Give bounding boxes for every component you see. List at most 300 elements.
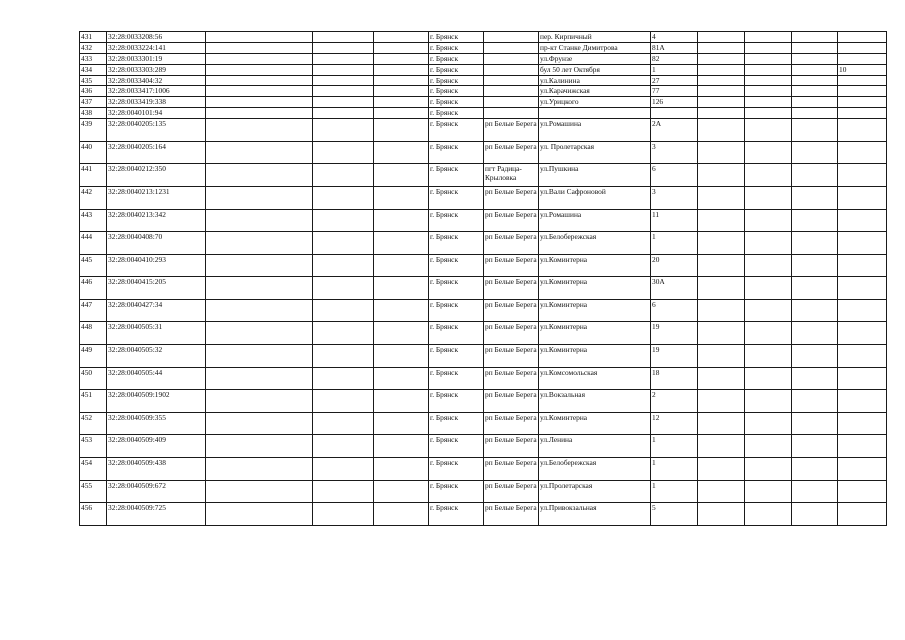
- column-3-cell: [206, 345, 313, 368]
- row-number-cell: 449: [80, 345, 107, 368]
- cadastral-number-cell: 32:28:0040505:31: [107, 322, 206, 345]
- column-5-cell: [374, 97, 429, 108]
- column-11-cell: [745, 32, 792, 43]
- column-5-cell: [374, 42, 429, 53]
- column-12-cell: [792, 42, 838, 53]
- column-13-cell: [838, 232, 887, 255]
- column-11-cell: [745, 64, 792, 75]
- table-row: [80, 32, 887, 43]
- city-cell: г. Брянск: [429, 503, 484, 526]
- settlement-cell: пгт Радица-Крыловка: [484, 164, 539, 187]
- city-cell: г. Брянск: [429, 119, 484, 142]
- settlement-cell: рп Белые Берега: [484, 435, 539, 458]
- column-12-cell: [792, 209, 838, 232]
- column-11-cell: [745, 164, 792, 187]
- column-10-cell: [698, 119, 745, 142]
- street-cell: ул.Комсомольская: [539, 367, 651, 390]
- table-row: [80, 209, 887, 232]
- settlement-cell: [484, 75, 539, 86]
- column-3-cell: [206, 390, 313, 413]
- column-5-cell: [374, 345, 429, 368]
- column-4-cell: [313, 390, 374, 413]
- city-cell: г. Брянск: [429, 64, 484, 75]
- column-3-cell: [206, 232, 313, 255]
- column-12-cell: [792, 164, 838, 187]
- column-12-cell: [792, 186, 838, 209]
- street-cell: ул.Коминтерна: [539, 254, 651, 277]
- row-number-cell: 439: [80, 119, 107, 142]
- column-5-cell: [374, 480, 429, 503]
- city-cell: г. Брянск: [429, 480, 484, 503]
- column-5-cell: [374, 390, 429, 413]
- column-10-cell: [698, 390, 745, 413]
- column-5-cell: [374, 186, 429, 209]
- column-3-cell: [206, 322, 313, 345]
- column-13-cell: [838, 53, 887, 64]
- house-number-cell: 30А: [651, 277, 698, 300]
- column-10-cell: [698, 435, 745, 458]
- column-12-cell: [792, 32, 838, 43]
- column-5-cell: [374, 32, 429, 43]
- city-cell: г. Брянск: [429, 209, 484, 232]
- row-number-cell: 455: [80, 480, 107, 503]
- settlement-cell: рп Белые Берега: [484, 299, 539, 322]
- column-12-cell: [792, 390, 838, 413]
- column-11-cell: [745, 277, 792, 300]
- column-4-cell: [313, 164, 374, 187]
- column-3-cell: [206, 186, 313, 209]
- row-number-cell: 454: [80, 458, 107, 481]
- settlement-cell: рп Белые Берега: [484, 390, 539, 413]
- column-3-cell: [206, 277, 313, 300]
- city-cell: г. Брянск: [429, 186, 484, 209]
- table-row: [80, 277, 887, 300]
- street-cell: ул.Коминтерна: [539, 277, 651, 300]
- column-11-cell: [745, 141, 792, 164]
- column-5-cell: [374, 86, 429, 97]
- column-11-cell: [745, 42, 792, 53]
- column-10-cell: [698, 345, 745, 368]
- column-13-cell: [838, 480, 887, 503]
- street-cell: ул.Фрунзе: [539, 53, 651, 64]
- column-11-cell: [745, 75, 792, 86]
- row-number-cell: 437: [80, 97, 107, 108]
- column-3-cell: [206, 435, 313, 458]
- cadastral-number-cell: 32:28:0040427:34: [107, 299, 206, 322]
- column-10-cell: [698, 503, 745, 526]
- column-13-cell: [838, 277, 887, 300]
- table-row: [80, 53, 887, 64]
- street-cell: [539, 108, 651, 119]
- street-cell: пер. Кирпичный: [539, 32, 651, 43]
- column-12-cell: [792, 435, 838, 458]
- column-13-cell: [838, 97, 887, 108]
- settlement-cell: [484, 64, 539, 75]
- column-10-cell: [698, 32, 745, 43]
- settlement-cell: рп Белые Берега: [484, 254, 539, 277]
- column-4-cell: [313, 299, 374, 322]
- table-row: [80, 412, 887, 435]
- column-4-cell: [313, 435, 374, 458]
- column-3-cell: [206, 75, 313, 86]
- column-11-cell: [745, 97, 792, 108]
- street-cell: ул.Коминтерна: [539, 412, 651, 435]
- column-4-cell: [313, 108, 374, 119]
- column-12-cell: [792, 277, 838, 300]
- column-11-cell: [745, 108, 792, 119]
- row-number-cell: 440: [80, 141, 107, 164]
- settlement-cell: рп Белые Берега: [484, 119, 539, 142]
- column-4-cell: [313, 254, 374, 277]
- column-12-cell: [792, 64, 838, 75]
- cadastral-number-cell: 32:28:0040415:205: [107, 277, 206, 300]
- column-4-cell: [313, 97, 374, 108]
- column-12-cell: [792, 254, 838, 277]
- column-10-cell: [698, 108, 745, 119]
- column-11-cell: [745, 503, 792, 526]
- cadastral-number-cell: 32:28:0033208:56: [107, 32, 206, 43]
- column-13-cell: [838, 75, 887, 86]
- column-10-cell: [698, 254, 745, 277]
- house-number-cell: 3: [651, 186, 698, 209]
- row-number-cell: 432: [80, 42, 107, 53]
- city-cell: г. Брянск: [429, 141, 484, 164]
- cadastral-number-cell: 32:28:0040410:293: [107, 254, 206, 277]
- column-3-cell: [206, 86, 313, 97]
- cadastral-number-cell: 32:28:0033303:289: [107, 64, 206, 75]
- column-12-cell: [792, 75, 838, 86]
- settlement-cell: рп Белые Берега: [484, 412, 539, 435]
- column-13-cell: [838, 435, 887, 458]
- settlement-cell: рп Белые Берега: [484, 458, 539, 481]
- column-5-cell: [374, 503, 429, 526]
- column-10-cell: [698, 299, 745, 322]
- table-row: [80, 97, 887, 108]
- column-13-cell: [838, 108, 887, 119]
- column-10-cell: [698, 322, 745, 345]
- column-5-cell: [374, 64, 429, 75]
- city-cell: г. Брянск: [429, 322, 484, 345]
- column-13-cell: [838, 412, 887, 435]
- column-11-cell: [745, 390, 792, 413]
- column-12-cell: [792, 345, 838, 368]
- column-4-cell: [313, 64, 374, 75]
- column-3-cell: [206, 53, 313, 64]
- street-cell: ул.Привокзальная: [539, 503, 651, 526]
- house-number-cell: 12: [651, 412, 698, 435]
- street-cell: ул.Коминтерна: [539, 345, 651, 368]
- column-5-cell: [374, 209, 429, 232]
- cadastral-number-cell: 32:28:0040505:32: [107, 345, 206, 368]
- street-cell: бул 50 лет Октября: [539, 64, 651, 75]
- street-cell: ул.Ромашина: [539, 119, 651, 142]
- column-4-cell: [313, 186, 374, 209]
- column-3-cell: [206, 42, 313, 53]
- table-row: [80, 164, 887, 187]
- column-10-cell: [698, 412, 745, 435]
- house-number-cell: 77: [651, 86, 698, 97]
- house-number-cell: 2А: [651, 119, 698, 142]
- column-4-cell: [313, 458, 374, 481]
- row-number-cell: 453: [80, 435, 107, 458]
- column-11-cell: [745, 119, 792, 142]
- house-number-cell: 3: [651, 141, 698, 164]
- column-5-cell: [374, 412, 429, 435]
- cadastral-number-cell: 32:28:0040509:409: [107, 435, 206, 458]
- column-4-cell: [313, 480, 374, 503]
- register-table: [79, 31, 887, 526]
- column-12-cell: [792, 53, 838, 64]
- settlement-cell: [484, 32, 539, 43]
- house-number-cell: 1: [651, 232, 698, 255]
- street-cell: ул.Белобережская: [539, 458, 651, 481]
- column-11-cell: [745, 435, 792, 458]
- house-number-cell: 4: [651, 32, 698, 43]
- house-number-cell: 11: [651, 209, 698, 232]
- settlement-cell: рп Белые Берега: [484, 232, 539, 255]
- cadastral-number-cell: 32:28:0040205:135: [107, 119, 206, 142]
- column-12-cell: [792, 412, 838, 435]
- column-12-cell: [792, 503, 838, 526]
- table-row: [80, 64, 887, 75]
- house-number-cell: 1: [651, 480, 698, 503]
- house-number-cell: 126: [651, 97, 698, 108]
- column-11-cell: [745, 53, 792, 64]
- row-number-cell: 443: [80, 209, 107, 232]
- cadastral-number-cell: 32:28:0033404:32: [107, 75, 206, 86]
- cadastral-number-cell: 32:28:0040213:342: [107, 209, 206, 232]
- column-5-cell: [374, 75, 429, 86]
- settlement-cell: [484, 42, 539, 53]
- column-3-cell: [206, 412, 313, 435]
- street-cell: ул.Урицкого: [539, 97, 651, 108]
- table-body: [80, 32, 887, 526]
- city-cell: г. Брянск: [429, 32, 484, 43]
- column-11-cell: [745, 322, 792, 345]
- table-row: [80, 186, 887, 209]
- settlement-cell: [484, 53, 539, 64]
- column-3-cell: [206, 64, 313, 75]
- street-cell: ул.Вокзальная: [539, 390, 651, 413]
- cadastral-number-cell: 32:28:0040509:672: [107, 480, 206, 503]
- column-3-cell: [206, 458, 313, 481]
- column-13-cell: [838, 209, 887, 232]
- row-number-cell: 436: [80, 86, 107, 97]
- column-4-cell: [313, 32, 374, 43]
- column-11-cell: [745, 345, 792, 368]
- column-11-cell: [745, 232, 792, 255]
- city-cell: г. Брянск: [429, 458, 484, 481]
- column-11-cell: [745, 367, 792, 390]
- house-number-cell: 19: [651, 345, 698, 368]
- column-5-cell: [374, 277, 429, 300]
- settlement-cell: [484, 108, 539, 119]
- column-5-cell: [374, 164, 429, 187]
- house-number-cell: 1: [651, 64, 698, 75]
- column-3-cell: [206, 32, 313, 43]
- column-4-cell: [313, 412, 374, 435]
- cadastral-number-cell: 32:28:0040509:355: [107, 412, 206, 435]
- column-10-cell: [698, 53, 745, 64]
- house-number-cell: 18: [651, 367, 698, 390]
- column-13-cell: [838, 390, 887, 413]
- city-cell: г. Брянск: [429, 75, 484, 86]
- column-5-cell: [374, 119, 429, 142]
- cadastral-number-cell: 32:28:0040509:1902: [107, 390, 206, 413]
- column-13-cell: [838, 186, 887, 209]
- column-4-cell: [313, 209, 374, 232]
- column-13-cell: [838, 86, 887, 97]
- street-cell: пр-кт Станке Димитрова: [539, 42, 651, 53]
- row-number-cell: 434: [80, 64, 107, 75]
- column-4-cell: [313, 141, 374, 164]
- column-5-cell: [374, 141, 429, 164]
- column-12-cell: [792, 97, 838, 108]
- column-3-cell: [206, 254, 313, 277]
- row-number-cell: 447: [80, 299, 107, 322]
- city-cell: г. Брянск: [429, 232, 484, 255]
- column-12-cell: [792, 141, 838, 164]
- city-cell: г. Брянск: [429, 390, 484, 413]
- column-5-cell: [374, 53, 429, 64]
- table-row: [80, 108, 887, 119]
- column-13-cell: [838, 367, 887, 390]
- column-13-cell: [838, 32, 887, 43]
- row-number-cell: 433: [80, 53, 107, 64]
- cadastral-number-cell: 32:28:0033417:1006: [107, 86, 206, 97]
- street-cell: ул.Вали Сафроновой: [539, 186, 651, 209]
- column-4-cell: [313, 277, 374, 300]
- column-3-cell: [206, 503, 313, 526]
- table-row: [80, 141, 887, 164]
- column-10-cell: [698, 186, 745, 209]
- column-13-cell: [838, 254, 887, 277]
- house-number-cell: 5: [651, 503, 698, 526]
- column-4-cell: [313, 42, 374, 53]
- house-number-cell: 81А: [651, 42, 698, 53]
- column-5-cell: [374, 108, 429, 119]
- cadastral-number-cell: 32:28:0040509:438: [107, 458, 206, 481]
- city-cell: г. Брянск: [429, 42, 484, 53]
- column-10-cell: [698, 277, 745, 300]
- column-12-cell: [792, 86, 838, 97]
- column-3-cell: [206, 164, 313, 187]
- column-10-cell: [698, 64, 745, 75]
- column-10-cell: [698, 164, 745, 187]
- column-4-cell: [313, 53, 374, 64]
- table-row: [80, 322, 887, 345]
- settlement-cell: [484, 97, 539, 108]
- column-4-cell: [313, 322, 374, 345]
- city-cell: г. Брянск: [429, 367, 484, 390]
- city-cell: г. Брянск: [429, 164, 484, 187]
- column-4-cell: [313, 119, 374, 142]
- table-row: [80, 435, 887, 458]
- column-11-cell: [745, 412, 792, 435]
- row-number-cell: 438: [80, 108, 107, 119]
- city-cell: г. Брянск: [429, 345, 484, 368]
- column-11-cell: [745, 254, 792, 277]
- column-12-cell: [792, 232, 838, 255]
- city-cell: г. Брянск: [429, 277, 484, 300]
- column-5-cell: [374, 232, 429, 255]
- column-13-cell: [838, 345, 887, 368]
- city-cell: г. Брянск: [429, 435, 484, 458]
- table-row: [80, 42, 887, 53]
- column-10-cell: [698, 480, 745, 503]
- column-11-cell: [745, 209, 792, 232]
- row-number-cell: 445: [80, 254, 107, 277]
- column-4-cell: [313, 503, 374, 526]
- cadastral-number-cell: 32:28:0040213:1231: [107, 186, 206, 209]
- cadastral-number-cell: 32:28:0040212:350: [107, 164, 206, 187]
- column-5-cell: [374, 254, 429, 277]
- row-number-cell: 431: [80, 32, 107, 43]
- column-11-cell: [745, 86, 792, 97]
- column-5-cell: [374, 458, 429, 481]
- street-cell: ул.Белобережская: [539, 232, 651, 255]
- column-4-cell: [313, 232, 374, 255]
- street-cell: ул.Коминтерна: [539, 322, 651, 345]
- column-5-cell: [374, 435, 429, 458]
- row-number-cell: 441: [80, 164, 107, 187]
- city-cell: г. Брянск: [429, 254, 484, 277]
- cadastral-number-cell: 32:28:0033224:141: [107, 42, 206, 53]
- column-11-cell: [745, 458, 792, 481]
- column-12-cell: [792, 322, 838, 345]
- house-number-cell: 2: [651, 390, 698, 413]
- table-row: [80, 86, 887, 97]
- cadastral-number-cell: 32:28:0033419:338: [107, 97, 206, 108]
- column-3-cell: [206, 299, 313, 322]
- row-number-cell: 444: [80, 232, 107, 255]
- settlement-cell: рп Белые Берега: [484, 209, 539, 232]
- row-number-cell: 450: [80, 367, 107, 390]
- settlement-cell: рп Белые Берега: [484, 277, 539, 300]
- street-cell: ул.Калинина: [539, 75, 651, 86]
- table-row: [80, 75, 887, 86]
- column-12-cell: [792, 299, 838, 322]
- house-number-cell: 82: [651, 53, 698, 64]
- column-10-cell: [698, 458, 745, 481]
- column-10-cell: [698, 97, 745, 108]
- house-number-cell: 19: [651, 322, 698, 345]
- column-11-cell: [745, 299, 792, 322]
- settlement-cell: рп Белые Берега: [484, 345, 539, 368]
- house-number-cell: 27: [651, 75, 698, 86]
- column-13-cell: [838, 119, 887, 142]
- table-row: [80, 458, 887, 481]
- column-10-cell: [698, 232, 745, 255]
- column-13-cell: [838, 503, 887, 526]
- table-row: [80, 390, 887, 413]
- column-13-cell: [838, 458, 887, 481]
- column-13-cell: [838, 164, 887, 187]
- cadastral-number-cell: 32:28:0033301:19: [107, 53, 206, 64]
- row-number-cell: 456: [80, 503, 107, 526]
- settlement-cell: рп Белые Берега: [484, 322, 539, 345]
- cadastral-number-cell: 32:28:0040509:725: [107, 503, 206, 526]
- row-number-cell: 448: [80, 322, 107, 345]
- column-13-cell: [838, 141, 887, 164]
- street-cell: ул. Пролетарская: [539, 141, 651, 164]
- column-12-cell: [792, 119, 838, 142]
- column-4-cell: [313, 86, 374, 97]
- settlement-cell: рп Белые Берега: [484, 186, 539, 209]
- column-12-cell: [792, 367, 838, 390]
- column-4-cell: [313, 345, 374, 368]
- column-5-cell: [374, 322, 429, 345]
